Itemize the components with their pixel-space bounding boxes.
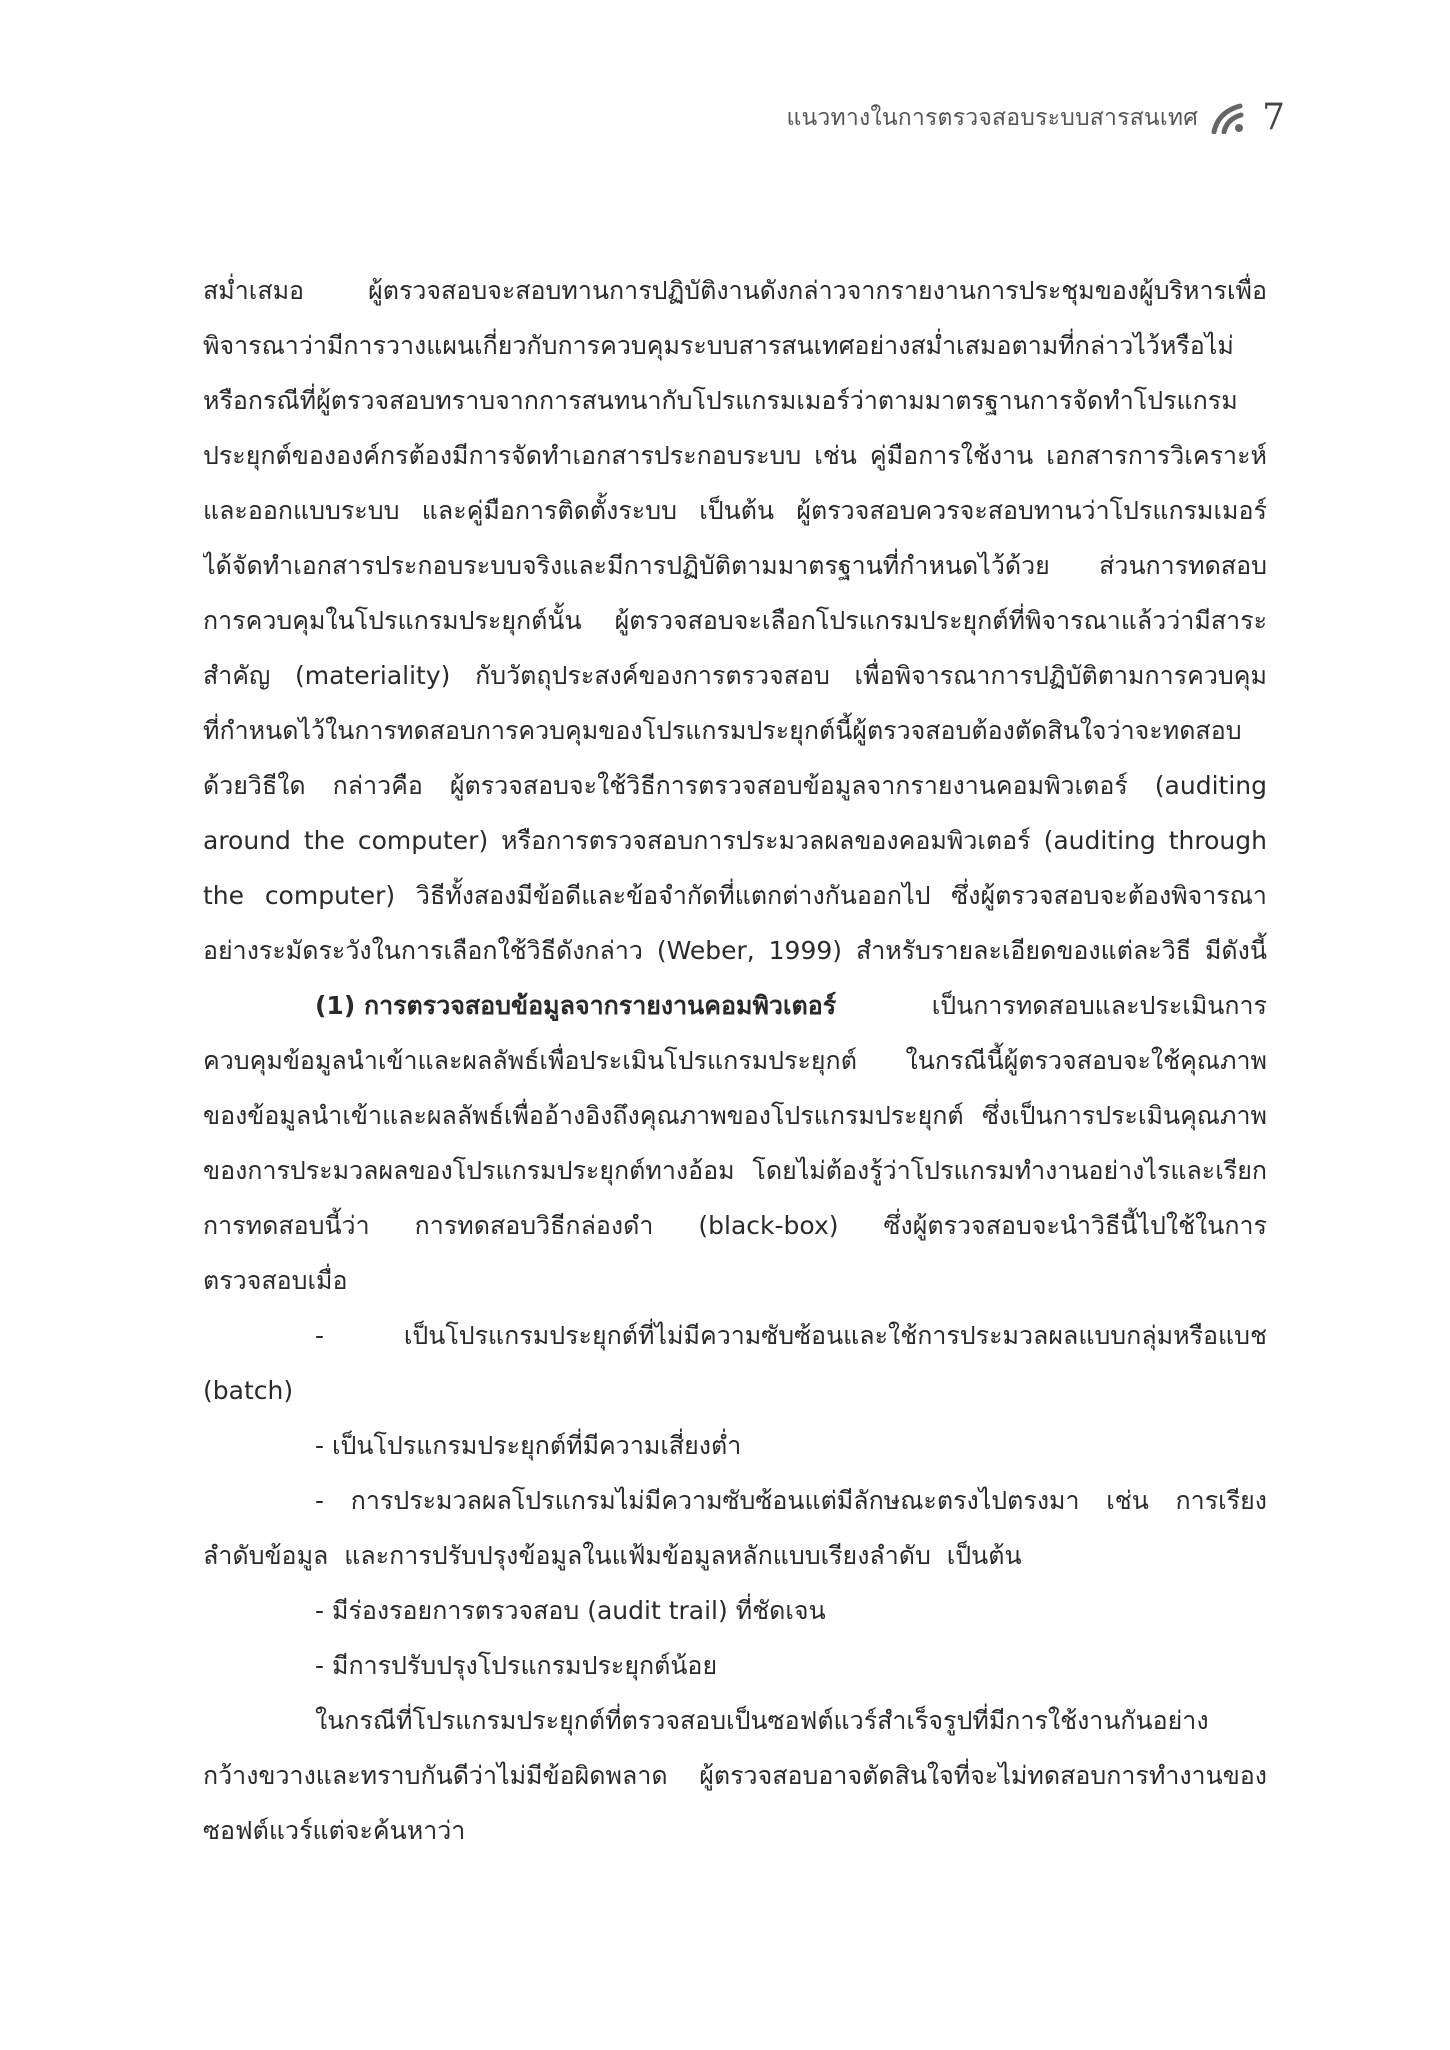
text-segment: เป็นการทดสอบและประเมินการ (931, 991, 1267, 1020)
text-line (203, 318, 1267, 373)
bullet-item (203, 1583, 1267, 1638)
text-segment: 1999) (768, 936, 843, 965)
text-line (203, 373, 1267, 428)
text-segment: - มีการปรับปรุงโปรแกรมประยุกต์น้อย (315, 1651, 718, 1680)
text-line (203, 978, 1267, 1033)
bullet-dash: - (315, 1321, 325, 1350)
text-segment: หรือการตรวจสอบการประมวลผลของคอมพิวเตอร์ (501, 826, 1031, 855)
text-segment: ในกรณีที่โปรแกรมประยุกต์ที่ตรวจสอบเป็นซอฟต์แวร์สำเร็จรูปที่มีการใช้งานกันอย่าง (315, 1706, 1209, 1735)
text-line (203, 813, 1267, 868)
text-line (203, 263, 1267, 318)
signal-arcs-icon (1208, 102, 1252, 134)
text-segment: - เป็นโปรแกรมประยุกต์ที่มีความเสี่ยงต่ำ (315, 1431, 742, 1460)
text-segment: สำคัญ (203, 661, 271, 690)
text-segment: โดยไม่ต้องรู้ว่าโปรแกรมทำงานอย่างไรและเรียก (752, 1156, 1267, 1185)
text-segment: (batch) (203, 1376, 294, 1405)
text-segment: the (203, 881, 245, 910)
text-segment: กล่าวคือ (332, 771, 423, 800)
paragraph-2 (203, 1693, 1267, 1858)
text-segment: ตรวจสอบเมื่อ (203, 1266, 348, 1295)
text-segment: ผู้ตรวจสอบควรจะสอบทานว่าโปรแกรมเมอร์ (796, 496, 1267, 525)
text-segment: ด้วยวิธีใด (203, 771, 306, 800)
bullet-item (203, 1308, 1267, 1363)
text-segment: มีดังนี้ (1204, 936, 1267, 965)
text-line (203, 758, 1267, 813)
text-segment: ควบคุมข้อมูลนำเข้าและผลลัพธ์เพื่อประเมินโปรแกรมประยุกต์ (203, 1046, 857, 1075)
text-line (203, 1803, 1267, 1858)
text-segment: ที่กำหนดไว้ในการทดสอบการควบคุมของโปรแกรมประยุกต์นี้ผู้ตรวจสอบต้องตัดสินใจว่าจะทดสอบ (203, 716, 1242, 745)
text-segment: ผู้ตรวจสอบจะใช้วิธีการตรวจสอบข้อมูลจากรายงานคอมพิวเตอร์ (449, 771, 1128, 800)
text-segment: ผู้ตรวจสอบจะเลือกโปรแกรมประยุกต์ที่พิจารณาแล้วว่ามีสาระ (614, 606, 1267, 635)
text-segment: การทดสอบวิธีกล่องดำ (414, 1211, 654, 1240)
text-segment: (black-box) (698, 1211, 839, 1240)
text-segment: through (1168, 826, 1267, 855)
paragraph-1 (203, 263, 1267, 978)
text-segment: (Weber, (656, 936, 755, 965)
text-segment: computer) (264, 881, 396, 910)
running-header (786, 97, 1285, 138)
text-segment: เพื่อพิจารณาการปฏิบัติตามการควบคุม (854, 661, 1267, 690)
text-line (203, 1693, 1267, 1748)
text-line (203, 1363, 1267, 1418)
text-segment: ผู้ตรวจสอบจะสอบทานการปฏิบัติงานดังกล่าวจากรายงานการประชุมของผู้บริหารเพื่อ (368, 276, 1267, 305)
text-segment: ของการประมวลผลของโปรแกรมประยุกต์ทางอ้อม (203, 1156, 735, 1185)
body-text (203, 263, 1267, 1858)
text-line (203, 923, 1267, 978)
text-segment: เช่น (814, 441, 857, 470)
text-segment: เป็นโปรแกรมประยุกต์ที่ไม่มีความซับซ้อนและใช้การประมวลผลแบบกลุ่มหรือแบช (403, 1321, 1267, 1350)
text-segment: เช่น (1106, 1486, 1149, 1515)
text-segment: และออกแบบระบบ (203, 496, 400, 525)
text-line (203, 538, 1267, 593)
text-line (203, 1033, 1267, 1088)
text-segment: (materiality) (295, 661, 451, 690)
text-segment: สำหรับรายละเอียดของแต่ละวิธี (855, 936, 1192, 965)
text-line (203, 1088, 1267, 1143)
text-segment: เป็นต้น (699, 496, 775, 525)
section-heading: (1) การตรวจสอบข้อมูลจากรายงานคอมพิวเตอร์ (315, 991, 837, 1020)
text-line (203, 593, 1267, 648)
text-segment: ซึ่งผู้ตรวจสอบจะต้องพิจารณา (951, 881, 1267, 910)
text-segment: การประมวลผลโปรแกรมไม่มีความซับซ้อนแต่มีลักษณะตรงไปตรงมา (350, 1486, 1080, 1515)
text-segment: พิจารณาว่ามีการวางแผนเกี่ยวกับการควบคุมระบบสารสนเทศอย่างสม่ำเสมอตามที่กล่าวไว้หรือไม่ (203, 331, 1234, 360)
text-segment: การทดสอบนี้ว่า (203, 1211, 370, 1240)
bullet-item (203, 1418, 1267, 1473)
text-segment: ส่วนการทดสอบ (1099, 551, 1267, 580)
running-header-title: แนวทางในการตรวจสอบระบบสารสนเทศ (786, 105, 1199, 131)
text-segment: คู่มือการใช้งาน (869, 441, 1034, 470)
text-line (203, 868, 1267, 923)
text-line (203, 428, 1267, 483)
text-line (203, 1748, 1267, 1803)
text-line (203, 1198, 1267, 1253)
text-segment: กว้างขวางและทราบกันดีว่าไม่มีข้อผิดพลาด (203, 1761, 668, 1790)
text-segment: อย่างระมัดระวังในการเลือกใช้วิธีดังกล่าว (203, 936, 643, 965)
text-segment: ซึ่งผู้ตรวจสอบจะนำวิธีนี้ไปใช้ในการ (883, 1211, 1267, 1240)
text-line (203, 1253, 1267, 1308)
bullet-item (203, 1473, 1267, 1528)
text-segment: การเรียง (1175, 1486, 1267, 1515)
text-segment: กับวัตถุประสงค์ของการตรวจสอบ (475, 661, 830, 690)
text-line (203, 483, 1267, 538)
text-line (203, 1143, 1267, 1198)
text-segment: และคู่มือการติดตั้งระบบ (421, 496, 677, 525)
text-segment: ประยุกต์ขององค์กรต้องมีการจัดทำเอกสารประกอบระบบ (203, 441, 802, 470)
text-segment: the (303, 826, 345, 855)
section-1 (203, 978, 1267, 1308)
text-segment: computer) (357, 826, 489, 855)
text-segment: ของข้อมูลนำเข้าและผลลัพธ์เพื่ออ้างอิงถึงคุณภาพของโปรแกรมประยุกต์ (203, 1101, 964, 1130)
text-segment: วิธีทั้งสองมีข้อดีและข้อจำกัดที่แตกต่างกันออกไป (415, 881, 931, 910)
text-segment: ซึ่งเป็นการประเมินคุณภาพ (981, 1101, 1267, 1130)
text-segment: around (203, 826, 291, 855)
text-segment: (auditing (1043, 826, 1156, 855)
text-line (203, 1528, 1267, 1583)
text-segment: (auditing (1154, 771, 1267, 800)
text-segment: ผู้ตรวจสอบอาจตัดสินใจที่จะไม่ทดสอบการทำงานของ (699, 1761, 1267, 1790)
text-line (203, 648, 1267, 703)
text-segment: การควบคุมในโปรแกรมประยุกต์นั้น (203, 606, 582, 635)
text-segment: เอกสารการวิเคราะห์ (1046, 441, 1267, 470)
bullet-dash: - (315, 1486, 325, 1515)
text-line (203, 703, 1267, 758)
text-segment: ได้จัดทำเอกสารประกอบระบบจริงและมีการปฏิบัติตามมาตรฐานที่กำหนดไว้ด้วย (203, 551, 1050, 580)
bullet-item (203, 1638, 1267, 1693)
text-segment: สม่ำเสมอ (203, 276, 305, 305)
page-number: 7 (1262, 97, 1285, 138)
text-segment: ในกรณีนี้ผู้ตรวจสอบจะใช้คุณภาพ (905, 1046, 1267, 1075)
text-segment: ซอฟต์แวร์แต่จะค้นหาว่า (203, 1816, 466, 1845)
bullet-list (203, 1308, 1267, 1693)
text-segment: ลำดับข้อมูล และการปรับปรุงข้อมูลในแฟ้มข้อมูลหลักแบบเรียงลำดับ เป็นต้น (203, 1541, 1022, 1570)
text-segment: หรือกรณีที่ผู้ตรวจสอบทราบจากการสนทนากับโปรแกรมเมอร์ว่าตามมาตรฐานการจัดทำโปรแกรม (203, 386, 1238, 415)
text-segment: - มีร่องรอยการตรวจสอบ (audit trail) ที่ชัดเจน (315, 1596, 826, 1625)
